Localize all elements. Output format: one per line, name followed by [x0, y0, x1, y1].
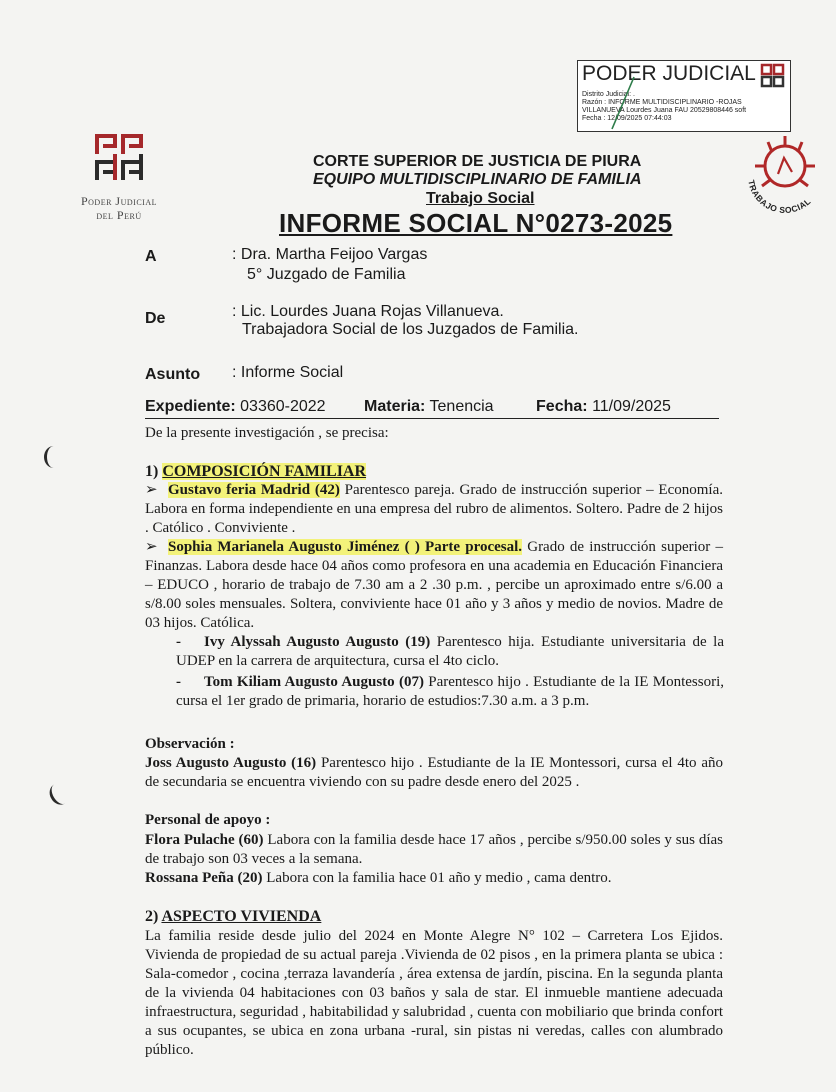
expediente-label: Expediente: [145, 398, 236, 415]
from-line2: Trabajadora Social de los Juzgados de Familia. [242, 321, 579, 338]
child2-name: Tom Kiliam Augusto Augusto (07) [204, 674, 424, 690]
stamp-line: Razón : INFORME MULTIDISCIPLINARIO -ROJAS [582, 99, 742, 106]
report-title: INFORME SOCIAL N°0273-2025 [279, 208, 673, 238]
apoyo-label: Personal de apoyo : [145, 812, 271, 828]
bullet-arrow-icon: ➢ [145, 539, 158, 555]
stamp-line: Fecha : 12/09/2025 07:44:03 [582, 115, 672, 122]
poder-judicial-logo-icon [93, 132, 149, 184]
apoyo-p1-text: Labora con la familia desde hace 17 años , percibe s/950.00 soles y sus días de trabajo son 03 veces a la semana. [145, 832, 723, 867]
from-label: De [145, 310, 166, 327]
seal-text: TRABAJO SOCIAL [746, 179, 813, 216]
to-label: A [145, 248, 157, 265]
member2-text: Grado de instrucción superior – Finanzas. Labora desde hace 04 años como profesora en una academia en Educación Financiera – EDUCO , horario de trabajo de 7.30 am a 2 .30 p.m. , percibe un aproximado entre s/6.00 a s/8.00 soles mensuales. Soltera, conviviente hace 01 año y 3 años y medio de novios. Madre de 03 hijos. Católica. [145, 539, 723, 631]
section2-heading [145, 908, 321, 926]
member1-name: Gustavo feria Madrid (42) [168, 482, 340, 498]
binder-hole-bottom [46, 780, 73, 809]
apoyo-person-2 [145, 869, 723, 888]
to-line2: 5° Juzgado de Familia [247, 266, 406, 283]
section1-heading [145, 463, 366, 481]
to-line1: : Dra. Martha Feijoo Vargas [232, 246, 428, 263]
logo-text [30, 194, 208, 222]
digital-signature-stamp [577, 60, 791, 132]
observacion-body: Parentesco hijo . Estudiante de la IE Montessori, cursa el 4to año de secundaria se encuentra viviendo con su padre desde enero del 2025 . [145, 755, 723, 790]
stamp-title: PODER JUDICIAL [582, 62, 756, 85]
apoyo-p2-text: Labora con la familia hace 01 año y medio , cama dentro. [262, 870, 612, 886]
section1-number: 1) [145, 463, 159, 480]
observacion-text [145, 754, 723, 792]
dash-bullet: - [176, 674, 181, 690]
unit-name: Trabajo Social [426, 190, 535, 207]
from-line1: : Lic. Lourdes Juana Rojas Villanueva. [232, 303, 504, 320]
child-1 [176, 633, 724, 671]
observacion-name: Joss Augusto Augusto (16) [145, 755, 317, 771]
child2-text: Parentesco hijo . Estudiante de la IE Montessori, cursa el 1er grado de primaria, horario de estudios:7.30 a.m. a 3 p.m. [176, 674, 724, 709]
dash-bullet: - [176, 634, 181, 650]
trabajo-social-seal-icon [738, 124, 830, 216]
section1-title: COMPOSICIÓN FAMILIAR [162, 463, 367, 480]
section2-number: 2) [145, 908, 159, 925]
observacion-label: Observación : [145, 736, 235, 752]
materia-label: Materia: [364, 398, 426, 415]
section2-text: La familia reside desde julio del 2024 en Monte Alegre N° 102 – Carretera Los Ejidos. Vivienda de propiedad de su actual pareja .Vivienda de 02 pisos , en la primera planta se ubica : Sala-comedor , cocina ,terraza lavandería , área extensa de jardín, piscina. En la segunda planta de la vivienda 04 habitaciones con 03 baños y sala de star. El inmueble mantiene adecuada infraestructura, seguridad , habitabilidad y salubridad , cuenta con mobiliario que brinda confort a sus ocupantes, se ubica en zona urbana -rural, sin pistas ni veredas, calles con alumbrado público. [145, 928, 723, 1058]
logo-name-line2: del Perú [96, 208, 142, 222]
child-2 [176, 673, 724, 711]
stamp-line: Distrito Judicial: . [582, 91, 635, 98]
apoyo-p1-name: Flora Pulache (60) [145, 832, 264, 848]
stamp-logo-icon [760, 63, 786, 89]
stamp-line: VILLANUEVA Lourdes Juana FAU 20529808446 soft [582, 107, 747, 114]
apoyo-p2-name: Rossana Peña (20) [145, 870, 263, 886]
subject-value: : Informe Social [232, 364, 344, 381]
fecha-label: Fecha: [536, 398, 588, 415]
subject-label: Asunto [145, 366, 201, 383]
meta-line [145, 398, 719, 419]
apoyo-person-1 [145, 831, 723, 869]
signature-stroke-icon [608, 75, 638, 131]
fecha-value: 11/09/2025 [592, 398, 671, 415]
binder-hole-top [44, 446, 63, 468]
child1-name: Ivy Alyssah Augusto Augusto (19) [204, 634, 431, 650]
materia-value: Tenencia [429, 398, 494, 415]
member1-text: Parentesco pareja. Grado de instrucción superior – Economía. Labora en forma independiente en una empresa del rubro de alimentos. Soltero. Padre de 2 hijos . Católico . Conviviente . [145, 482, 723, 536]
child1-text: Parentesco hija. Estudiante universitaria de la UDEP en la carrera de arquitectura, cursa el 4to ciclo. [176, 634, 724, 669]
member-2 [145, 538, 723, 633]
logo-name-line1: Poder Judicial [80, 194, 157, 208]
team-name: EQUIPO MULTIDISCIPLINARIO DE FAMILIA [313, 171, 642, 188]
member-1 [145, 481, 723, 538]
member2-name: Sophia Marianela Augusto Jiménez ( ) Parte procesal. [168, 539, 523, 555]
court-name: CORTE SUPERIOR DE JUSTICIA DE PIURA [313, 153, 642, 170]
intro-text: De la presente investigación , se precisa: [145, 425, 389, 441]
expediente-value: 03360-2022 [240, 398, 326, 415]
section2-title: ASPECTO VIVIENDA [161, 908, 322, 925]
bullet-arrow-icon: ➢ [145, 482, 158, 498]
